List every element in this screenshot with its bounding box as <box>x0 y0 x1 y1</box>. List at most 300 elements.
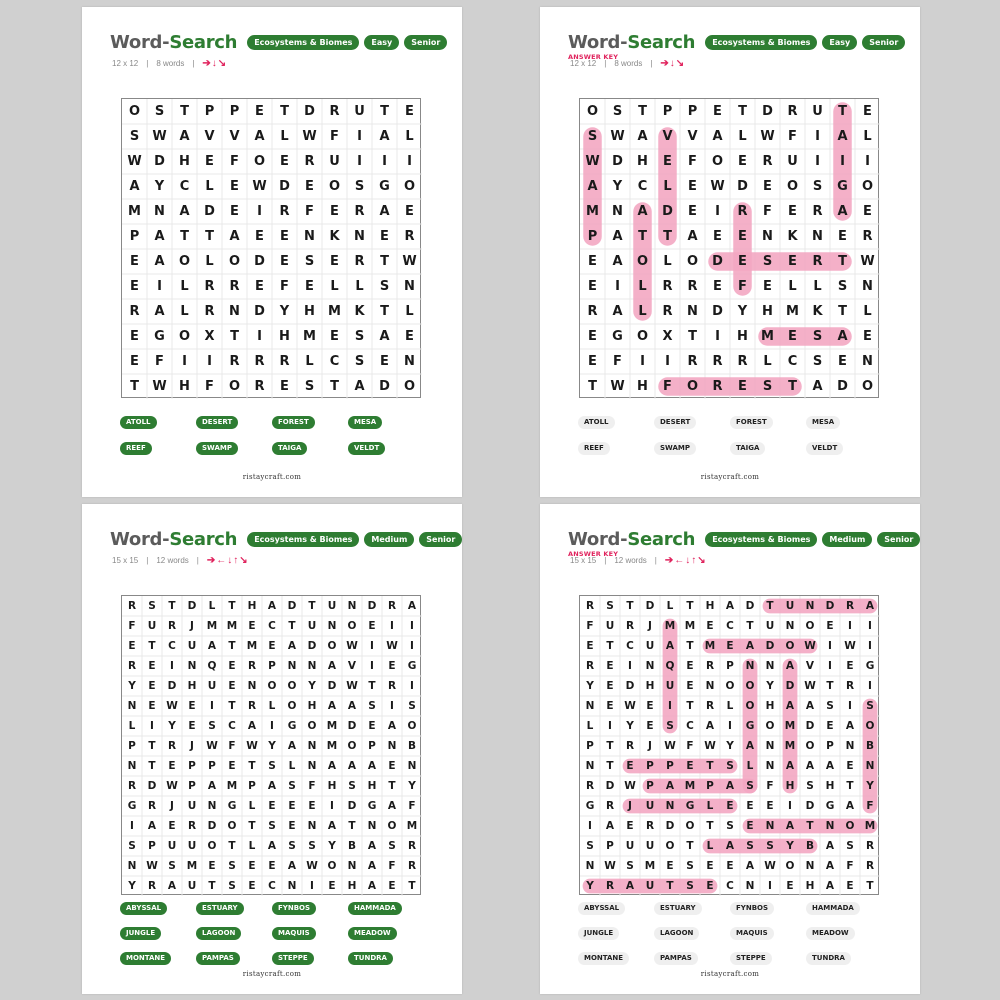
grid-letter: E <box>288 800 296 812</box>
grid-letter: U <box>187 840 197 852</box>
grid-letter: A <box>605 820 615 832</box>
audience-badge: Senior <box>862 35 905 50</box>
grid-letter: R <box>787 104 798 119</box>
grid-letter: E <box>405 204 414 219</box>
grid-letter: H <box>762 304 773 319</box>
grid-letter: S <box>388 840 396 852</box>
grid-letter: S <box>837 279 848 294</box>
grid-letter: R <box>279 204 290 219</box>
grid-letter: A <box>367 840 377 852</box>
grid-letter: O <box>253 154 266 169</box>
grid-letter: N <box>845 740 855 752</box>
grid-letter: E <box>588 279 597 294</box>
level-badge: Easy <box>364 35 399 50</box>
grid-letter: T <box>388 780 396 792</box>
website-footer: ristaycraft.com <box>242 473 302 481</box>
grid-letter: R <box>167 620 177 632</box>
grid-letter: A <box>825 840 835 852</box>
grid-letter: R <box>645 820 655 832</box>
grid-letter: E <box>188 700 196 712</box>
grid-letter: D <box>612 154 623 169</box>
grid-letter: U <box>765 620 775 632</box>
word-chip: FYNBOS <box>730 902 774 915</box>
grid-letter: U <box>605 620 615 632</box>
grid-letter: I <box>157 279 162 294</box>
grid-letter: A <box>725 600 735 612</box>
grid-letter: I <box>357 154 362 169</box>
grid-letter: U <box>167 840 177 852</box>
grid-letter: E <box>268 800 276 812</box>
grid-letter: N <box>327 620 337 632</box>
grid-letter: W <box>346 680 358 692</box>
grid-letter: L <box>330 279 339 294</box>
grid-letter: Y <box>786 840 794 852</box>
worksheet-page-easy <box>82 7 462 497</box>
grid-letter: W <box>302 129 317 144</box>
grid-letter: G <box>127 800 137 812</box>
grid-letter: U <box>812 104 823 119</box>
grid-letter: P <box>687 104 698 119</box>
grid-letter: E <box>706 860 714 872</box>
grid-letter: E <box>588 354 597 369</box>
grid-letter: E <box>255 104 264 119</box>
grid-letter: S <box>228 860 236 872</box>
grid-letter: I <box>410 620 414 632</box>
grid-letter: D <box>347 800 357 812</box>
worksheet-page-medium <box>82 504 462 994</box>
grid-letter: E <box>713 104 722 119</box>
grid-letter: H <box>247 600 257 612</box>
grid-letter: L <box>405 304 414 319</box>
grid-letter: I <box>865 154 870 169</box>
grid-letter: C <box>726 880 734 892</box>
grid-letter: D <box>379 379 390 394</box>
word-chip: VELDT <box>806 442 843 455</box>
grid-letter: R <box>845 680 855 692</box>
grid-letter: N <box>812 229 823 244</box>
grid-letter: G <box>825 800 835 812</box>
grid-letter: S <box>746 780 754 792</box>
grid-letter: E <box>388 760 396 772</box>
grid-letter: C <box>168 640 176 652</box>
grid-letter: R <box>229 354 240 369</box>
grid-letter: I <box>207 354 212 369</box>
grid-letter: A <box>665 640 675 652</box>
grid-letter: E <box>846 660 854 672</box>
grid-letter: N <box>765 740 775 752</box>
grid-letter: M <box>864 820 876 832</box>
grid-letter: P <box>706 780 714 792</box>
grid-letter: A <box>254 129 265 144</box>
grid-letter: A <box>379 204 390 219</box>
grid-letter: M <box>328 304 341 319</box>
grid-letter: U <box>187 800 197 812</box>
grid-letter: R <box>812 254 823 269</box>
grid-letter: T <box>348 820 356 832</box>
word-chip: TUNDRA <box>806 952 851 965</box>
grid-letter: N <box>154 204 165 219</box>
grid-letter: E <box>268 860 276 872</box>
grid-letter: S <box>168 860 176 872</box>
word-chip: ATOLL <box>120 416 157 429</box>
title-word: Word- <box>568 31 628 53</box>
grid-letter: V <box>687 129 698 144</box>
grid-letter: A <box>207 640 217 652</box>
level-badge: Medium <box>822 532 872 547</box>
grid-letter: I <box>357 129 362 144</box>
grid-letter: S <box>626 860 634 872</box>
grid-letter: U <box>207 680 217 692</box>
grid-letter: A <box>327 760 337 772</box>
grid-letter: R <box>625 620 635 632</box>
grid-letter: E <box>148 680 156 692</box>
grid-letter: F <box>788 129 797 144</box>
grid-letter: S <box>148 600 156 612</box>
grid-letter: A <box>865 600 875 612</box>
grid-letter: A <box>825 880 835 892</box>
grid-letter: E <box>588 254 597 269</box>
grid-letter: S <box>587 129 598 144</box>
grid-letter: M <box>206 620 218 632</box>
word-chip: ABYSSAL <box>578 902 625 915</box>
page-header <box>568 29 905 55</box>
page-header <box>110 29 447 55</box>
grid-letter: W <box>402 254 417 269</box>
word-chip: ESTUARY <box>196 902 244 915</box>
grid-letter: R <box>687 354 698 369</box>
grid-letter: S <box>762 254 773 269</box>
grid-letter: E <box>746 800 754 812</box>
grid-letter: Y <box>737 304 748 319</box>
grid-letter: P <box>586 740 594 752</box>
grid-letter: O <box>227 820 237 832</box>
grid-letter: Q <box>207 660 217 672</box>
grid-letter: T <box>228 600 236 612</box>
grid-letter: L <box>738 129 747 144</box>
grid-letter: T <box>686 700 694 712</box>
grid-letter: O <box>636 329 649 344</box>
grid-letter: G <box>379 179 390 194</box>
grid-canvas <box>580 99 880 399</box>
grid-letter: E <box>588 329 597 344</box>
grid-letter: E <box>280 254 289 269</box>
word-chip: MESA <box>348 416 382 429</box>
word-chip: ABYSSAL <box>120 902 167 915</box>
grid-letter: W <box>610 379 625 394</box>
grid-letter: F <box>228 740 236 752</box>
grid-letter: D <box>187 600 197 612</box>
grid-letter: A <box>207 780 217 792</box>
grid-letter: T <box>686 640 694 652</box>
word-chip: MONTANE <box>578 952 629 965</box>
grid-letter: I <box>640 354 645 369</box>
grid-letter: R <box>737 204 748 219</box>
grid-letter: T <box>766 600 774 612</box>
grid-letter: E <box>280 379 289 394</box>
grid-letter: S <box>368 700 376 712</box>
grid-letter: H <box>179 379 190 394</box>
grid-letter: M <box>684 620 696 632</box>
topic-badge: Ecosystems & Biomes <box>705 532 817 547</box>
grid-letter: D <box>625 680 635 692</box>
grid-letter: M <box>406 820 418 832</box>
grid-size: 12 x 12 <box>570 59 597 68</box>
grid-letter: A <box>825 860 835 872</box>
grid-letter: W <box>764 860 776 872</box>
grid-letter: N <box>585 700 595 712</box>
grid-letter: D <box>167 680 177 692</box>
grid-letter: S <box>762 379 773 394</box>
grid-letter: O <box>665 840 675 852</box>
grid-letter: H <box>737 329 748 344</box>
grid-letter: L <box>666 600 674 612</box>
grid-letter: Y <box>308 680 316 692</box>
grid-letter: D <box>712 254 723 269</box>
grid-letter: R <box>585 600 595 612</box>
grid-letter: D <box>662 204 673 219</box>
grid-letter: S <box>308 840 316 852</box>
grid-letter: I <box>828 660 832 672</box>
grid-letter: E <box>305 179 314 194</box>
grid-letter: K <box>812 304 823 319</box>
grid-letter: A <box>785 760 795 772</box>
grid-letter: E <box>380 354 389 369</box>
grid-letter: R <box>354 204 365 219</box>
grid-letter: R <box>407 840 417 852</box>
grid-letter: E <box>248 620 256 632</box>
grid-letter: A <box>154 254 165 269</box>
grid-letter: R <box>587 304 598 319</box>
grid-letter: E <box>168 760 176 772</box>
grid-letter: E <box>606 660 614 672</box>
grid-letter: E <box>846 760 854 772</box>
grid-letter: O <box>785 860 795 872</box>
grid-letter: W <box>610 129 625 144</box>
grid-letter: I <box>182 354 187 369</box>
grid-letter: U <box>354 104 365 119</box>
grid-letter: S <box>208 720 216 732</box>
grid-letter: N <box>229 304 240 319</box>
grid-letter: R <box>387 680 397 692</box>
grid-letter: N <box>247 680 257 692</box>
grid-letter: H <box>805 880 815 892</box>
page-header <box>110 526 462 552</box>
grid-letter: O <box>861 379 874 394</box>
word-chip: FYNBOS <box>272 902 316 915</box>
grid-letter: O <box>861 179 874 194</box>
grid-letter: W <box>346 640 358 652</box>
grid-letter: R <box>737 354 748 369</box>
grid-letter: I <box>330 800 334 812</box>
grid-letter: T <box>638 229 647 244</box>
grid-letter: W <box>306 860 318 872</box>
word-count: 8 words <box>156 59 185 68</box>
word-chip: ESTUARY <box>654 902 702 915</box>
grid-letter: T <box>663 229 672 244</box>
word-chip: ATOLL <box>578 416 615 429</box>
grid-letter: A <box>612 304 623 319</box>
website-footer: ristaycraft.com <box>700 970 760 978</box>
grid-letter: N <box>387 740 397 752</box>
grid-letter: W <box>624 700 636 712</box>
grid-letter: E <box>405 104 414 119</box>
grid-letter: M <box>326 720 338 732</box>
grid-letter: E <box>626 760 634 772</box>
grid-letter: W <box>844 640 856 652</box>
grid-letter: S <box>806 780 814 792</box>
grid-letter: T <box>826 680 834 692</box>
grid-letter: T <box>248 820 256 832</box>
grid-letter: S <box>128 840 136 852</box>
grid-letter: M <box>226 780 238 792</box>
grid-letter: I <box>840 154 845 169</box>
grid-letter: S <box>686 880 694 892</box>
grid-letter: F <box>205 379 214 394</box>
grid-letter: I <box>150 720 154 732</box>
grid-letter: M <box>761 329 774 344</box>
grid-letter: N <box>805 860 815 872</box>
grid-letter: H <box>327 780 337 792</box>
grid-letter: L <box>205 254 214 269</box>
grid-letter: F <box>408 800 416 812</box>
grid-letter: R <box>712 379 723 394</box>
grid-letter: C <box>726 620 734 632</box>
word-chip: TAIGA <box>730 442 765 455</box>
grid-letter: S <box>666 720 674 732</box>
grid-letter: T <box>688 329 697 344</box>
grid-letter: U <box>645 640 655 652</box>
grid-letter: E <box>606 700 614 712</box>
grid-letter: R <box>167 740 177 752</box>
word-chip: REEF <box>578 442 610 455</box>
grid-letter: S <box>288 840 296 852</box>
grid-letter: E <box>688 204 697 219</box>
grid-letter: E <box>726 640 734 652</box>
grid-letter: P <box>646 760 654 772</box>
word-chip: LAGOON <box>196 927 241 940</box>
grid-letter: C <box>268 620 276 632</box>
grid-letter: O <box>407 720 417 732</box>
grid-letter: O <box>347 740 357 752</box>
grid-letter: R <box>662 304 673 319</box>
grid-letter: D <box>254 304 265 319</box>
grid-letter: E <box>168 820 176 832</box>
puzzle-meta: 15 x 15 | 12 words | ➔←↓↑↘ <box>570 555 707 566</box>
grid-letter: A <box>805 760 815 772</box>
grid-letter: A <box>327 660 337 672</box>
grid-letter: R <box>865 840 875 852</box>
direction-arrows-icon: ➔↓↘ <box>660 58 686 69</box>
grid-letter: A <box>387 800 397 812</box>
grid-letter: I <box>868 620 872 632</box>
grid-letter: T <box>248 760 256 772</box>
grid-letter: E <box>330 329 339 344</box>
grid-letter: A <box>367 880 377 892</box>
grid-letter: I <box>310 880 314 892</box>
grid-letter: C <box>686 720 694 732</box>
grid-letter: N <box>307 660 317 672</box>
grid-letter: L <box>248 840 256 852</box>
grid-letter: R <box>254 379 265 394</box>
grid-letter: E <box>130 279 139 294</box>
grid-letter: R <box>712 354 723 369</box>
grid-letter: T <box>208 880 216 892</box>
grid-letter: O <box>786 179 799 194</box>
grid-letter: S <box>812 354 823 369</box>
grid-letter: P <box>248 780 256 792</box>
grid-letter: Q <box>665 660 675 672</box>
grid-letter: A <box>287 740 297 752</box>
grid-letter: W <box>166 700 178 712</box>
grid-letter: N <box>645 660 655 672</box>
grid-letter: R <box>404 229 415 244</box>
grid-letter: N <box>785 620 795 632</box>
grid-letter: N <box>404 354 415 369</box>
grid-letter: R <box>279 354 290 369</box>
grid-letter: E <box>738 229 747 244</box>
grid-letter: H <box>187 680 197 692</box>
grid-letter: A <box>637 129 648 144</box>
grid-letter: O <box>403 179 416 194</box>
grid-letter: W <box>664 740 676 752</box>
grid-letter: E <box>746 820 754 832</box>
grid-letter: I <box>410 680 414 692</box>
grid-letter: R <box>127 660 137 672</box>
grid-letter: E <box>380 229 389 244</box>
grid-letter: A <box>129 179 140 194</box>
word-chip: PAMPAS <box>196 952 240 965</box>
grid-letter: I <box>390 700 394 712</box>
grid-letter: T <box>706 820 714 832</box>
grid-letter: F <box>330 129 339 144</box>
grid-letter: L <box>288 760 296 772</box>
grid-letter: A <box>287 860 297 872</box>
grid-letter: D <box>367 600 377 612</box>
grid-letter: P <box>129 229 140 244</box>
grid-letter: I <box>270 720 274 732</box>
grid-letter: A <box>147 820 157 832</box>
grid-letter: E <box>328 880 336 892</box>
grid-letter: S <box>812 179 823 194</box>
grid-letter: S <box>129 129 140 144</box>
grid-letter: F <box>613 354 622 369</box>
grid-letter: O <box>685 820 695 832</box>
grid-letter: A <box>665 780 675 792</box>
grid-letter: S <box>268 760 276 772</box>
grid-letter: O <box>228 254 241 269</box>
grid-letter: R <box>605 800 615 812</box>
grid-letter: E <box>738 379 747 394</box>
grid-letter: E <box>726 860 734 872</box>
grid-letter: P <box>268 660 276 672</box>
grid-letter: E <box>255 279 264 294</box>
grid-letter: P <box>726 660 734 672</box>
grid-letter: A <box>785 700 795 712</box>
grid-letter: I <box>715 329 720 344</box>
worksheet-page-medium-answer-key <box>540 504 920 994</box>
grid-letter: J <box>648 740 652 752</box>
grid-letter: D <box>307 640 317 652</box>
grid-letter: D <box>762 104 773 119</box>
grid-letter: U <box>187 640 197 652</box>
grid-letter: L <box>706 800 714 812</box>
topic-badge: Ecosystems & Biomes <box>705 35 817 50</box>
grid-letter: N <box>865 760 875 772</box>
grid-letter: W <box>704 740 716 752</box>
grid-letter: R <box>812 204 823 219</box>
grid-size: 15 x 15 <box>570 556 597 565</box>
grid-letter: D <box>287 600 297 612</box>
